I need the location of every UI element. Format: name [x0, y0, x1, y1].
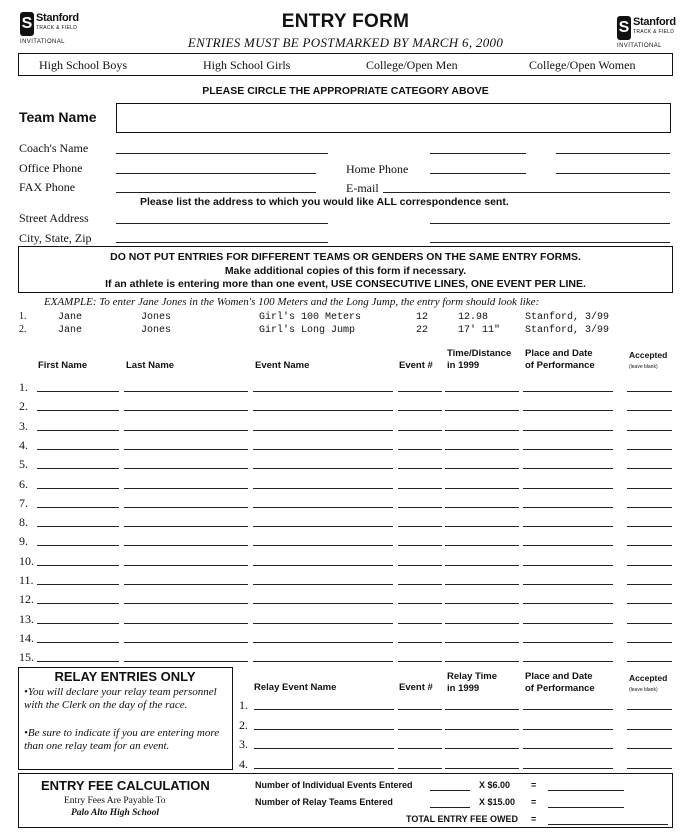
entry-last-name-field[interactable] — [124, 507, 248, 508]
entry-first-name-field[interactable] — [37, 642, 119, 643]
relay-event-number-field[interactable] — [398, 768, 442, 769]
logo-sub: TRACK & FIELD — [633, 29, 675, 35]
col-accepted: Accepted (leave blank) — [629, 350, 668, 370]
entry-last-name-field[interactable] — [124, 430, 248, 431]
entry-row-number: 1. — [19, 380, 28, 394]
entry-first-name-field[interactable] — [37, 565, 119, 566]
entry-last-name-field[interactable] — [124, 468, 248, 469]
col-place-date: Place and Date of Performance — [525, 348, 595, 371]
entry-last-name-field[interactable] — [124, 526, 248, 527]
bullet-icon: • — [24, 727, 28, 739]
example-row-1-event-no: 12 — [416, 312, 429, 323]
team-name-field[interactable] — [116, 103, 671, 133]
example-row-1-last: Jones — [141, 312, 172, 323]
email-field[interactable] — [383, 192, 670, 193]
stanford-s-icon: S — [617, 16, 631, 40]
fee-payee: Palo Alto High School — [71, 808, 160, 818]
entry-event-number-field[interactable] — [398, 642, 442, 643]
entry-event-name-field[interactable] — [253, 584, 393, 585]
entry-row-number: 7. — [19, 495, 28, 510]
entry-row-number: 12. — [19, 592, 34, 607]
col-first-name: First Name — [38, 360, 88, 371]
city-field-2[interactable] — [430, 242, 670, 243]
office-phone-field[interactable] — [116, 173, 316, 174]
relay-place-date-field[interactable] — [523, 709, 613, 710]
entry-time-distance-field[interactable] — [445, 603, 519, 604]
relay-event-number-field[interactable] — [398, 748, 442, 749]
fee-individual-count-field[interactable] — [430, 790, 470, 791]
relay-place-date-field[interactable] — [523, 748, 613, 749]
entry-row-number: 5. — [19, 457, 28, 472]
entry-accepted-field[interactable] — [627, 449, 672, 450]
relay-row-number: 3. — [239, 737, 248, 751]
example-row-2-place: Stanford, 3/99 — [525, 325, 610, 336]
entry-place-date-field[interactable] — [523, 410, 613, 411]
category-box — [18, 53, 673, 76]
entry-time-distance-field[interactable] — [445, 642, 519, 643]
entry-accepted-field[interactable] — [627, 488, 672, 489]
relay-place-date-field[interactable] — [523, 729, 613, 730]
relay-bullet-2: •Be sure to indicate if you are entering more than one relay team for an event. — [24, 727, 220, 752]
entry-last-name-field[interactable] — [124, 603, 248, 604]
team-name-label: Team Name — [19, 109, 97, 125]
entry-first-name-field[interactable] — [37, 623, 119, 624]
warning-line-2: Make additional copies of this form if necessary. — [224, 264, 467, 277]
fax-label: FAX Phone — [19, 180, 76, 194]
entry-last-name-field[interactable] — [124, 661, 248, 662]
entry-event-number-field[interactable] — [398, 526, 442, 527]
street-label: Street Address — [19, 211, 89, 225]
relay-accepted-field[interactable] — [627, 748, 672, 749]
postmark-deadline: ENTRIES MUST BE POSTMARKED BY MARCH 6, 2000 — [187, 35, 504, 50]
entry-first-name-field[interactable] — [37, 507, 119, 508]
category-college-women[interactable]: College/Open Women — [529, 58, 636, 72]
example-row-1-mark: 12.98 — [458, 312, 489, 323]
stanford-s-icon: S — [20, 12, 34, 36]
fee-relay-total-field[interactable] — [548, 807, 624, 808]
fee-total-field[interactable] — [548, 824, 668, 825]
entry-time-distance-field[interactable] — [445, 623, 519, 624]
entry-last-name-field[interactable] — [124, 584, 248, 585]
entry-time-distance-field[interactable] — [445, 565, 519, 566]
entry-place-date-field[interactable] — [523, 545, 613, 546]
relay-bullet-1: •You will declare your relay team personnel with the Clerk on the day of the race. — [24, 686, 217, 711]
entry-event-number-field[interactable] — [398, 391, 442, 392]
entry-event-number-field[interactable] — [398, 410, 442, 411]
relay-event-name-field[interactable] — [254, 729, 394, 730]
entry-row-number: 8. — [19, 515, 28, 530]
example-row-1-place: Stanford, 3/99 — [525, 312, 610, 323]
city-field[interactable] — [116, 242, 328, 243]
entry-first-name-field[interactable] — [37, 545, 119, 546]
col-last-name: Last Name — [126, 360, 175, 371]
entry-time-distance-field[interactable] — [445, 391, 519, 392]
entry-event-name-field[interactable] — [253, 430, 393, 431]
entry-event-name-field[interactable] — [253, 488, 393, 489]
home-phone-field-2[interactable] — [556, 173, 670, 174]
fee-individual-equals: = — [531, 780, 537, 790]
street-field[interactable] — [116, 223, 328, 224]
entry-place-date-field[interactable] — [523, 642, 613, 643]
example-row-2-last: Jones — [141, 325, 172, 336]
entry-time-distance-field[interactable] — [445, 526, 519, 527]
entry-last-name-field[interactable] — [124, 565, 248, 566]
entry-last-name-field[interactable] — [124, 642, 248, 643]
coach-field[interactable] — [116, 153, 328, 154]
category-hs-girls[interactable]: High School Girls — [203, 58, 291, 72]
logo-bottom: INVITATIONAL — [20, 39, 65, 45]
entry-place-date-field[interactable] — [523, 391, 613, 392]
entry-event-number-field[interactable] — [398, 449, 442, 450]
entry-accepted-field[interactable] — [627, 507, 672, 508]
warning-box — [18, 246, 673, 293]
entry-event-number-field[interactable] — [398, 661, 442, 662]
entry-first-name-field[interactable] — [37, 410, 119, 411]
entry-event-number-field[interactable] — [398, 565, 442, 566]
entry-place-date-field[interactable] — [523, 565, 613, 566]
entry-event-name-field[interactable] — [253, 526, 393, 527]
fee-relay-label: Number of Relay Teams Entered — [255, 797, 393, 807]
form-title: ENTRY FORM — [281, 11, 410, 32]
relay-col-event-number: Event # — [399, 682, 433, 693]
entry-time-distance-field[interactable] — [445, 410, 519, 411]
relay-event-name-field[interactable] — [254, 768, 394, 769]
logo-name: Stanford — [633, 16, 676, 28]
relay-row-number: 4. — [239, 756, 248, 771]
entry-first-name-field[interactable] — [37, 430, 119, 431]
address-note: Please list the address to which you would like ALL correspondence sent. — [140, 196, 509, 208]
street-field-2[interactable] — [430, 223, 670, 224]
entry-last-name-field[interactable] — [124, 623, 248, 624]
entry-first-name-field[interactable] — [37, 468, 119, 469]
example-caption: EXAMPLE: To enter Jane Jones in the Women's 100 Meters and the Long Jump, the entry form should look like: — [44, 296, 540, 308]
relay-time-field[interactable] — [445, 748, 519, 749]
entry-event-number-field[interactable] — [398, 584, 442, 585]
category-instruction: PLEASE CIRCLE THE APPROPRIATE CATEGORY ABOVE — [202, 85, 489, 97]
entry-place-date-field[interactable] — [523, 430, 613, 431]
example-row-1-event: Girl's 100 Meters — [259, 312, 362, 323]
entry-time-distance-field[interactable] — [445, 468, 519, 469]
entry-first-name-field[interactable] — [37, 584, 119, 585]
fee-total-equals: = — [531, 814, 537, 824]
relay-event-number-field[interactable] — [398, 729, 442, 730]
relay-time-field[interactable] — [445, 709, 519, 710]
logo-sub: TRACK & FIELD — [36, 25, 78, 31]
warning-line-3: If an athlete is entering more than one event, USE CONSECUTIVE LINES, ONE EVENT PER LINE. — [105, 278, 586, 290]
entry-time-distance-field[interactable] — [445, 661, 519, 662]
entry-event-name-field[interactable] — [253, 623, 393, 624]
entry-place-date-field[interactable] — [523, 526, 613, 527]
relay-accepted-field[interactable] — [627, 709, 672, 710]
entry-row-number: 10. — [19, 553, 34, 568]
entry-first-name-field[interactable] — [37, 391, 119, 392]
relay-col-event: Relay Event Name — [254, 682, 337, 693]
relay-place-date-field[interactable] — [523, 768, 613, 769]
entry-place-date-field[interactable] — [523, 623, 613, 624]
entry-accepted-field[interactable] — [627, 603, 672, 604]
logo-bottom: INVITATIONAL — [617, 43, 662, 49]
relay-box — [18, 667, 233, 770]
entry-time-distance-field[interactable] — [445, 430, 519, 431]
entry-event-name-field[interactable] — [253, 642, 393, 643]
entry-row-number: 11. — [19, 573, 34, 587]
email-label: E-mail — [346, 181, 379, 195]
logo-name: Stanford — [36, 12, 79, 24]
entry-accepted-field[interactable] — [627, 661, 672, 662]
entry-event-name-field[interactable] — [253, 410, 393, 411]
entry-event-number-field[interactable] — [398, 623, 442, 624]
entry-event-name-field[interactable] — [253, 661, 393, 662]
entry-accepted-field[interactable] — [627, 391, 672, 392]
city-label: City, State, Zip — [19, 231, 92, 245]
entry-last-name-field[interactable] — [124, 449, 248, 450]
coach-label: Coach's Name — [19, 141, 89, 155]
fee-total-label: TOTAL ENTRY FEE OWED — [406, 814, 519, 824]
fee-individual-rate: X $6.00 — [479, 780, 511, 790]
example-row-2-mark: 17' 11" — [458, 325, 501, 336]
entry-accepted-field[interactable] — [627, 430, 672, 431]
entry-event-name-field[interactable] — [253, 565, 393, 566]
entry-accepted-field[interactable] — [627, 565, 672, 566]
entry-first-name-field[interactable] — [37, 526, 119, 527]
fee-relay-count-field[interactable] — [430, 807, 470, 808]
entry-row-number: 9. — [19, 534, 28, 549]
entry-time-distance-field[interactable] — [445, 449, 519, 450]
entry-row-number: 3. — [19, 418, 28, 433]
entry-event-name-field[interactable] — [253, 391, 393, 392]
category-hs-boys[interactable]: High School Boys — [39, 58, 128, 72]
example-row-2-num: 2. — [19, 324, 27, 335]
entry-last-name-field[interactable] — [124, 410, 248, 411]
entry-event-number-field[interactable] — [398, 545, 442, 546]
col-time-distance: Time/Distance in 1999 — [447, 348, 512, 371]
entry-accepted-field[interactable] — [627, 468, 672, 469]
entry-last-name-field[interactable] — [124, 545, 248, 546]
home-phone-field[interactable] — [430, 173, 526, 174]
entry-time-distance-field[interactable] — [445, 488, 519, 489]
relay-event-number-field[interactable] — [398, 709, 442, 710]
entry-event-number-field[interactable] — [398, 603, 442, 604]
entry-accepted-field[interactable] — [627, 623, 672, 624]
relay-col-accepted: Accepted (leave blank) — [629, 673, 668, 693]
relay-col-time: Relay Time in 1999 — [447, 671, 497, 694]
entry-row-number: 15. — [19, 650, 34, 665]
entry-last-name-field[interactable] — [124, 488, 248, 489]
entry-event-name-field[interactable] — [253, 449, 393, 450]
relay-event-name-field[interactable] — [254, 709, 394, 710]
entry-time-distance-field[interactable] — [445, 584, 519, 585]
col-event-name: Event Name — [255, 360, 310, 371]
entry-place-date-field[interactable] — [523, 468, 613, 469]
relay-time-field[interactable] — [445, 768, 519, 769]
entry-event-number-field[interactable] — [398, 468, 442, 469]
fee-payable-to: Entry Fees Are Payable To — [64, 796, 166, 806]
entry-accepted-field[interactable] — [627, 584, 672, 585]
entry-last-name-field[interactable] — [124, 391, 248, 392]
entry-accepted-field[interactable] — [627, 526, 672, 527]
example-row-1-first: Jane — [58, 312, 83, 323]
entry-row-number: 14. — [19, 630, 34, 645]
example-row-2-first: Jane — [58, 325, 83, 336]
entry-accepted-field[interactable] — [627, 642, 672, 643]
example-row-2-event-no: 22 — [416, 325, 429, 336]
example-row-2-event: Girl's Long Jump — [259, 325, 356, 336]
entry-first-name-field[interactable] — [37, 661, 119, 662]
entry-place-date-field[interactable] — [523, 661, 613, 662]
entry-event-name-field[interactable] — [253, 468, 393, 469]
coach-extra-field[interactable] — [430, 153, 526, 154]
entry-place-date-field[interactable] — [523, 584, 613, 585]
entry-first-name-field[interactable] — [37, 449, 119, 450]
fax-field[interactable] — [116, 192, 316, 193]
entry-accepted-field[interactable] — [627, 545, 672, 546]
fee-relay-rate: X $15.00 — [479, 797, 516, 807]
category-college-men[interactable]: College/Open Men — [366, 58, 458, 72]
relay-accepted-field[interactable] — [627, 729, 672, 730]
entry-accepted-field[interactable] — [627, 410, 672, 411]
entry-row-number: 13. — [19, 611, 34, 626]
relay-event-name-field[interactable] — [254, 748, 394, 749]
entry-time-distance-field[interactable] — [445, 507, 519, 508]
home-phone-label: Home Phone — [346, 162, 409, 176]
warning-line-1: DO NOT PUT ENTRIES FOR DIFFERENT TEAMS OR GENDERS ON THE SAME ENTRY FORMS. — [110, 251, 581, 263]
entry-place-date-field[interactable] — [523, 603, 613, 604]
relay-title: RELAY ENTRIES ONLY — [54, 669, 196, 684]
relay-col-place: Place and Date of Performance — [525, 671, 595, 694]
entry-event-number-field[interactable] — [398, 430, 442, 431]
entry-row-number: 6. — [19, 476, 28, 491]
col-event-number: Event # — [399, 360, 433, 371]
entry-place-date-field[interactable] — [523, 488, 613, 489]
entry-place-date-field[interactable] — [523, 507, 613, 508]
entry-time-distance-field[interactable] — [445, 545, 519, 546]
entry-event-number-field[interactable] — [398, 507, 442, 508]
bullet-icon: • — [24, 686, 28, 698]
relay-accepted-field[interactable] — [627, 768, 672, 769]
relay-time-field[interactable] — [445, 729, 519, 730]
fee-individual-total-field[interactable] — [548, 790, 624, 791]
entry-place-date-field[interactable] — [523, 449, 613, 450]
fee-individual-label: Number of Individual Events Entered — [255, 780, 413, 790]
entry-row-number: 2. — [19, 399, 28, 414]
fee-title: ENTRY FEE CALCULATION — [41, 778, 210, 793]
entry-first-name-field[interactable] — [37, 603, 119, 604]
entry-event-name-field[interactable] — [253, 507, 393, 508]
relay-row-number: 1. — [239, 698, 248, 712]
entry-first-name-field[interactable] — [37, 488, 119, 489]
entry-row-number: 4. — [19, 437, 28, 452]
coach-extra-field-2[interactable] — [556, 153, 670, 154]
example-row-1-num: 1. — [19, 311, 27, 322]
entry-event-name-field[interactable] — [253, 545, 393, 546]
entry-event-number-field[interactable] — [398, 488, 442, 489]
entry-event-name-field[interactable] — [253, 603, 393, 604]
relay-row-number: 2. — [239, 717, 248, 732]
office-phone-label: Office Phone — [19, 161, 83, 175]
fee-relay-equals: = — [531, 797, 537, 807]
